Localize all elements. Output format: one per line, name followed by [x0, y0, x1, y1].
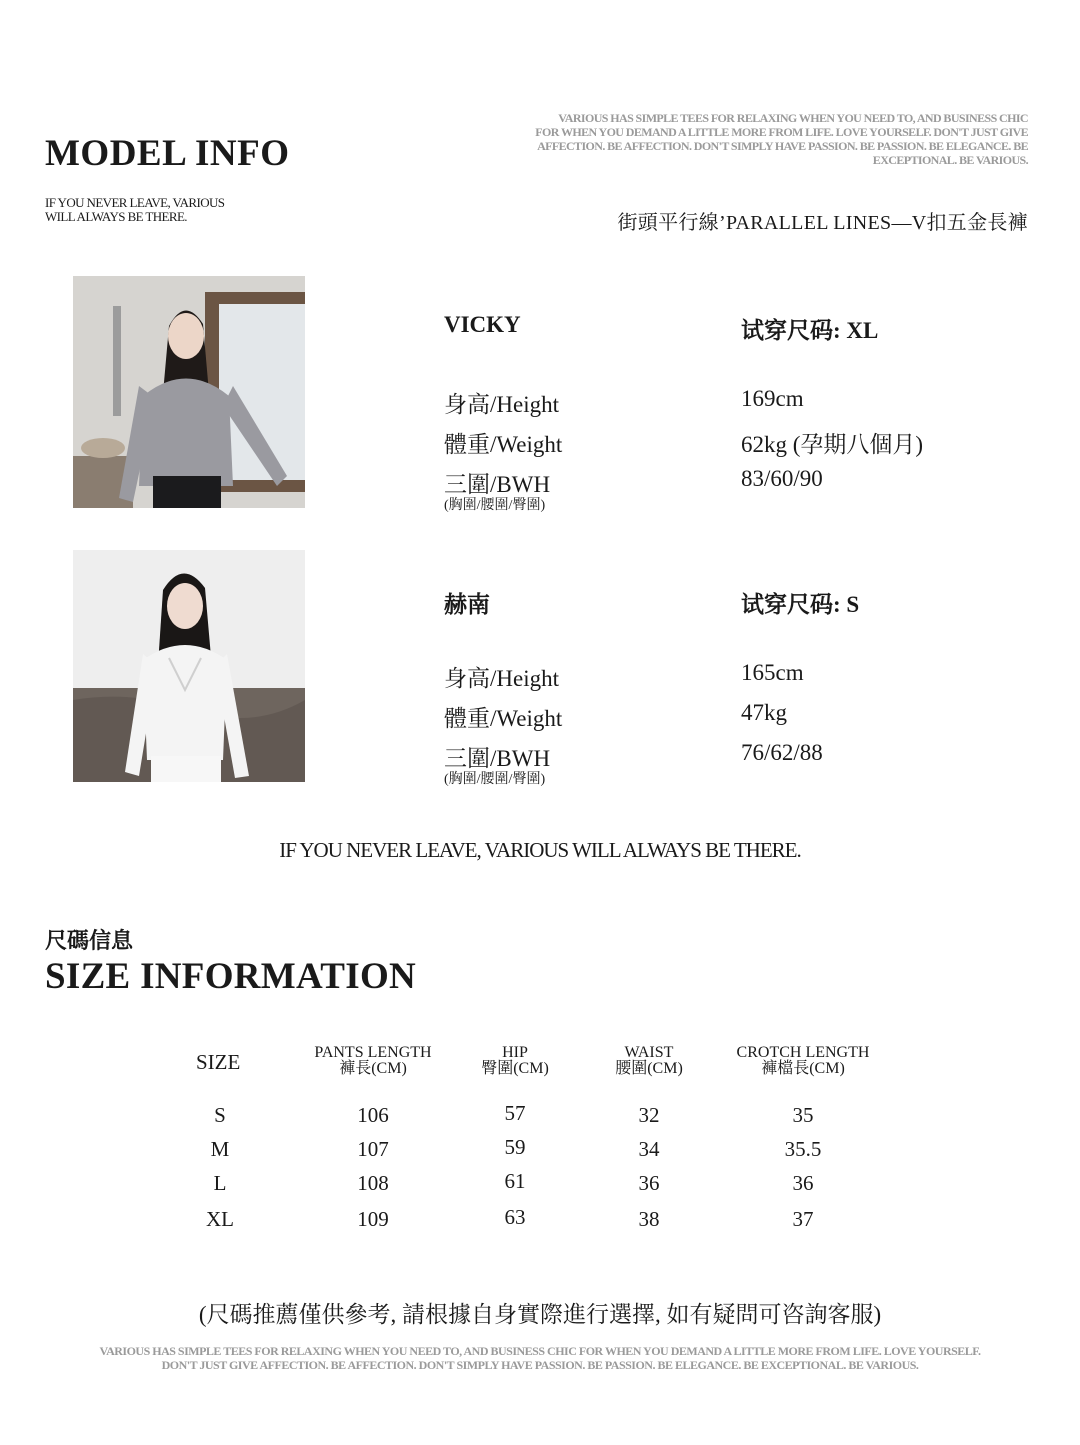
- table-cell: 63: [504, 1205, 526, 1229]
- height-value: 169cm: [741, 386, 804, 411]
- footer-line-1: VARIOUS HAS SIMPLE TEES FOR RELAXING WHEN YOU NEED TO, AND BUSINESS CHIC FOR WHEN YOU DEMAND A LITTLE MORE FROM LIFE. LOVE YOURSELF.: [99, 1344, 981, 1358]
- table-cell: 35.5: [784, 1137, 822, 1161]
- table-cell: 34: [638, 1137, 660, 1161]
- brand-blurb: [468, 111, 1028, 167]
- table-cell: 106: [357, 1103, 389, 1127]
- bwh-label: 三圍/BWH: [444, 746, 551, 771]
- bwh-label: 三圍/BWH: [444, 472, 551, 497]
- column-header-hip: [455, 1045, 575, 1077]
- table-cell-size: L: [213, 1171, 227, 1195]
- model-name: 赫南: [444, 592, 490, 617]
- column-header-cn: 腰圍(CM): [615, 1060, 683, 1077]
- footer-line-2: DON'T JUST GIVE AFFECTION. BE AFFECTION. DON'T SIMPLY HAVE PASSION. BE PASSION. BE ELEGANCE. BE EXCEPTIONAL. BE VARIOUS.: [161, 1358, 919, 1372]
- column-header-cn: 褲長(CM): [339, 1060, 407, 1077]
- table-cell-size: XL: [206, 1207, 234, 1231]
- table-cell-size: S: [214, 1103, 226, 1127]
- size-disclaimer: (尺碼推薦僅供參考, 請根據自身實際進行選擇, 如有疑問可咨詢客服): [198, 1302, 882, 1327]
- column-header-pants-length: [303, 1045, 443, 1077]
- blurb-line-2: FOR WHEN YOU DEMAND A LITTLE MORE FROM LIFE. LOVE YOURSELF. DON'T JUST GIVE: [535, 125, 1028, 139]
- height-label: 身高/Height: [444, 666, 559, 691]
- table-cell: 37: [792, 1207, 814, 1231]
- bwh-sublabel: (胸圍/腰圍/臀圍): [444, 772, 546, 787]
- model-photo-vicky: [73, 276, 305, 508]
- column-header-crotch-length: [723, 1045, 883, 1077]
- brand-tagline: [45, 196, 224, 224]
- model-try-size: 试穿尺码: XL: [741, 318, 879, 343]
- table-cell: 36: [638, 1171, 660, 1195]
- model-try-size: 试穿尺码: S: [741, 592, 860, 617]
- tagline-line-2: WILL ALWAYS BE THERE.: [45, 209, 187, 224]
- bwh-value: 83/60/90: [741, 466, 823, 491]
- table-cell: 108: [357, 1171, 389, 1195]
- blurb-line-4: EXCEPTIONAL. BE VARIOUS.: [872, 153, 1028, 167]
- blurb-line-1: VARIOUS HAS SIMPLE TEES FOR RELAXING WHEN YOU NEED TO, AND BUSINESS CHIC: [558, 111, 1028, 125]
- model-photo-henan: [73, 550, 305, 782]
- brand-motto: IF YOU NEVER LEAVE, VARIOUS WILL ALWAYS BE THERE.: [279, 838, 801, 862]
- column-header-waist: [589, 1045, 709, 1077]
- column-header-en: HIP: [502, 1044, 528, 1061]
- table-cell: 109: [357, 1207, 389, 1231]
- weight-label: 體重/Weight: [444, 706, 563, 731]
- blurb-line-3: AFFECTION. BE AFFECTION. DON'T SIMPLY HAVE PASSION. BE PASSION. BE ELEGANCE. BE: [537, 139, 1028, 153]
- table-cell: 32: [638, 1103, 660, 1127]
- column-header-en: PANTS LENGTH: [314, 1044, 432, 1061]
- size-column-header: SIZE: [196, 1050, 241, 1074]
- table-cell: 38: [638, 1207, 660, 1231]
- column-header-en: CROTCH LENGTH: [736, 1044, 870, 1061]
- column-header-en: WAIST: [624, 1044, 674, 1061]
- tagline-line-1: IF YOU NEVER LEAVE, VARIOUS: [45, 195, 225, 210]
- page-title: MODEL INFO: [45, 133, 290, 174]
- table-cell: 57: [504, 1101, 526, 1125]
- column-header-cn: 臀圍(CM): [481, 1060, 549, 1077]
- size-info-title-cn: 尺碼信息: [45, 928, 134, 953]
- table-cell: 35: [792, 1103, 814, 1127]
- footer-blurb: [0, 1344, 1080, 1372]
- table-cell: 61: [504, 1169, 526, 1193]
- table-cell: 107: [357, 1137, 389, 1161]
- bwh-sublabel: (胸圍/腰圍/臀圍): [444, 498, 546, 513]
- bwh-value: 76/62/88: [741, 740, 823, 765]
- column-header-cn: 褲檔長(CM): [761, 1060, 845, 1077]
- model-name: VICKY: [444, 312, 521, 337]
- height-value: 165cm: [741, 660, 804, 685]
- table-cell: 36: [792, 1171, 814, 1195]
- height-label: 身高/Height: [444, 392, 559, 417]
- weight-value: 62kg (孕期八個月): [741, 432, 924, 457]
- table-cell-size: M: [210, 1137, 230, 1161]
- weight-label: 體重/Weight: [444, 432, 563, 457]
- table-cell: 59: [504, 1135, 526, 1159]
- size-info-title: SIZE INFORMATION: [45, 956, 417, 997]
- product-name: 街頭平行線’PARALLEL LINES—V扣五金長褲: [617, 212, 1028, 234]
- weight-value: 47kg: [741, 700, 787, 725]
